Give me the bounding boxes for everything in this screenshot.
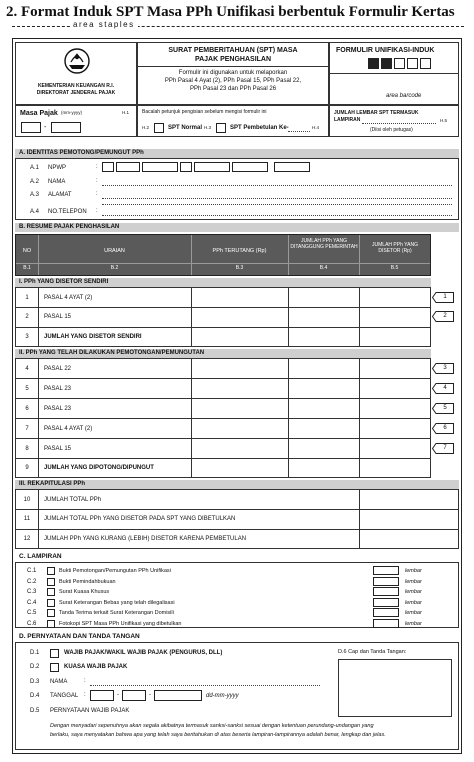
lampiran-checkbox[interactable]: [47, 599, 55, 607]
arrow-tag-label: 5: [443, 405, 447, 411]
resume-table-header: [15, 234, 431, 276]
col-code-b1: B.1: [23, 265, 31, 271]
section-d-header: D. PERNYATAAN DAN TANDA TANGAN: [19, 633, 140, 640]
col-uraian: URAIAN: [104, 248, 125, 254]
npwp-digit[interactable]: [274, 162, 310, 172]
d3-label: NAMA: [50, 679, 68, 685]
lampiran-checkbox[interactable]: [47, 609, 55, 617]
nama-label: NAMA: [48, 179, 66, 185]
barcode-square: [407, 58, 418, 69]
row-no: 1: [25, 295, 29, 301]
lampiran-label: Fotokopi SPT Masa PPh Unifikasi yang dibetulkan: [59, 620, 182, 627]
col-pph-terutang: PPh TERUTANG (Rp): [212, 248, 267, 254]
row-no: 4: [25, 366, 29, 372]
row-label: PASAL 15: [44, 446, 72, 452]
group-3-header: III. REKAPITULASI PPh: [15, 480, 459, 489]
nama-input[interactable]: [102, 185, 452, 186]
directorate-name: DIREKTORAT JENDERAL PAJAK: [36, 90, 116, 96]
spt-pembetulan-checkbox[interactable]: [216, 123, 226, 133]
d5-label: PERNYATAAN WAJIB PAJAK: [50, 708, 130, 714]
a1-code: A.1: [30, 165, 40, 171]
kuasa-checkbox[interactable]: [50, 663, 59, 672]
group-2-header: II. PPh YANG TELAH DILAKUKAN PEMOTONGAN/PEMUNGUTAN: [15, 349, 431, 358]
group-1-header: I. PPh YANG DISETOR SENDIRI: [15, 278, 431, 287]
barcode-square: [420, 58, 431, 69]
col-code-b5: B.5: [390, 265, 399, 271]
d6-label: D.6 Cap dan Tanda Tangan:: [338, 649, 407, 655]
h5-code: H.5: [440, 118, 448, 123]
npwp-digit[interactable]: [194, 162, 230, 172]
purpose-line1: Formulir ini digunakan untuk melaporkan: [178, 70, 288, 76]
masa-pajak-box: Masa Pajak (mm-yyyy) H.1 -: [15, 105, 137, 137]
row-label: PASAL 4 AYAT (2): [44, 295, 93, 301]
barcode-square: [381, 58, 392, 69]
lampiran-unit: lembar: [405, 589, 422, 595]
d1-label: WAJIB PAJAK/WAKIL WAJIB PAJAK (PENGURUS, DLL): [64, 650, 223, 656]
lampiran-count-input[interactable]: [373, 619, 399, 628]
col-code-b2: B.2: [110, 265, 119, 271]
lampiran-code: C.2: [27, 578, 37, 585]
spt-title-line1: SURAT PEMBERITAHUAN (SPT) MASA: [168, 47, 298, 54]
group-3-table: [15, 489, 459, 549]
a2-code: A.2: [30, 179, 40, 185]
arrow-tag-label: 2: [443, 313, 447, 319]
row-no: 6: [25, 406, 29, 412]
lampiran-checkbox[interactable]: [47, 588, 55, 596]
lampiran-label: Tanda Terima terkait Surat Keterangan Domisili: [59, 610, 174, 616]
lampiran-code: C.6: [27, 620, 37, 627]
spt-pembetulan-label: SPT Pembetulan Ke-: [230, 125, 289, 131]
lampiran-checkbox[interactable]: [47, 578, 55, 586]
form-frame: [12, 38, 462, 754]
row-label: PASAL 4 AYAT (2): [44, 426, 93, 432]
col-code-b3: B.3: [235, 265, 244, 271]
row-no: 9: [25, 465, 29, 471]
form-code: FORMULIR UNIFIKASI-INDUK: [336, 47, 435, 54]
lampiran-label: Bukti Pemindahbukuan: [59, 578, 116, 585]
row-label: JUMLAH YANG DIPOTONG/DIPUNGUT: [44, 465, 154, 471]
h3-code: H.3: [204, 125, 212, 130]
telepon-input[interactable]: [102, 215, 452, 216]
month-ttd-input[interactable]: [122, 690, 146, 701]
lampiran-checkbox[interactable]: [47, 567, 55, 575]
spt-type-box: [137, 105, 329, 137]
h4-code: H.4: [312, 125, 320, 130]
read-hint: Bacalah petunjuk pengisian sebelum mengisi formulir ini: [142, 109, 267, 115]
row-label: PASAL 23: [44, 406, 72, 412]
lampiran-count-input[interactable]: [373, 566, 399, 575]
lampiran-code: C.3: [27, 589, 37, 595]
lampiran-unit: lembar: [405, 610, 422, 616]
form-code-box: [329, 42, 459, 105]
group-2-table: [15, 358, 431, 478]
lampiran-label: Bukti Pemotongan/Pemungutan PPh Unifikasi: [59, 568, 171, 574]
lampiran-code: C.5: [27, 610, 37, 616]
npwp-digit[interactable]: [232, 162, 268, 172]
barcode-square: [368, 58, 379, 69]
row-label: JUMLAH YANG DISETOR SENDIRI: [44, 334, 142, 340]
row-label: PASAL 22: [44, 366, 72, 372]
statement-line1: Dengan menyadari sepenuhnya akan segala akibatnya termasuk sanksi-sanksi sesuai dengan ketentuan perundang-undangan yang: [50, 723, 374, 729]
spt-normal-checkbox[interactable]: [154, 123, 164, 133]
section-a-box: A.1 NPWP : A.2 NAMA : A.3 ALAMAT : A.4 NO.TELEPON :: [15, 158, 459, 220]
arrow-tag-label: 7: [443, 445, 447, 451]
col-code-b4: B.4: [319, 265, 328, 271]
month-input[interactable]: [21, 122, 41, 133]
row-no: 2: [25, 314, 29, 320]
jumlah-lembar-box: [329, 105, 459, 137]
area-barcode-label: area barcode: [386, 93, 422, 99]
section-d-box: D.1 WAJIB PAJAK/WAKIL WAJIB PAJAK (PENGURUS, DLL) D.2 KUASA WAJIB PAJAK D.3 NAMA : D.4 TANGGAL : - - dd-mm-yyyy D.5 PERNYATAAN WAJIB PAJAK D.6 Cap dan Tanda Tangan: Dengan menyadari sepenuhnya akan segala akibatnya termasuk sanksi-sanksi sesuai dengan ketentuan perundang-undangan yang berlaku, saya menyatakan bahwa apa yang telah saya beritahukan di atas beserta lampiran-lampirannya adalah benar, lengkap dan jelas.: [15, 642, 459, 750]
row-no: 8: [25, 446, 29, 452]
spt-normal-label: SPT Normal: [168, 125, 203, 131]
a4-code: A.4: [30, 209, 40, 215]
section-b-header: B. RESUME PAJAK PENGHASILAN: [15, 223, 459, 232]
staples-label: area staples: [70, 20, 138, 29]
pembetulan-number-line[interactable]: [288, 131, 310, 132]
group-1-table: [15, 287, 431, 347]
arrow-tag-label: 1: [443, 294, 447, 300]
telepon-label: NO.TELEPON: [48, 209, 87, 215]
spt-title-line2: PAJAK PENGHASILAN: [194, 56, 272, 63]
row-no: 12: [23, 536, 31, 542]
npwp-digit[interactable]: [180, 162, 192, 172]
lampiran-code: C.4: [27, 599, 37, 606]
row-label: JUMLAH TOTAL PPh YANG DISETOR PADA SPT YANG DIBETULKAN: [44, 516, 236, 522]
arrow-tag-label: 3: [443, 365, 447, 371]
row-no: 11: [23, 516, 31, 522]
year-ttd-input[interactable]: [154, 690, 202, 701]
lampiran-count-input[interactable]: [373, 608, 399, 617]
row-no: 5: [25, 386, 29, 392]
masa-pajak-label: Masa Pajak: [20, 110, 58, 117]
section-c-header: C. LAMPIRAN: [19, 553, 62, 560]
col-no: NO: [22, 248, 32, 254]
diisi-petugas: (Diisi oleh petugas): [370, 127, 413, 133]
arrow-tag-label: 6: [443, 425, 447, 431]
d4-code: D.4: [30, 693, 40, 699]
arrow-tag-label: 4: [443, 385, 447, 391]
alamat-input-1[interactable]: [102, 198, 452, 199]
h2-code: H.2: [142, 125, 150, 130]
d2-label: KUASA WAJIB PAJAK: [64, 664, 128, 670]
jumlah-lembar-line2: LAMPIRAN: [334, 117, 361, 123]
d5-code: D.5: [30, 708, 40, 714]
lampiran-label: Surat Kuasa Khusus: [59, 589, 110, 595]
date-format: dd-mm-yyyy: [206, 693, 239, 699]
row-label: PASAL 15: [44, 314, 72, 320]
kemenkeu-logo-icon: [63, 47, 91, 75]
section-a-header: A. IDENTITAS PEMOTONG/PEMUNGUT PPh: [15, 149, 459, 158]
logo-box: [15, 42, 137, 105]
lampiran-checkbox[interactable]: [47, 620, 55, 628]
d2-code: D.2: [30, 664, 40, 670]
row-no: 10: [23, 497, 31, 503]
row-label: JUMLAH TOTAL PPh: [44, 497, 102, 503]
masa-pajak-format: (mm-yyyy): [61, 110, 82, 115]
barcode-square: [394, 58, 405, 69]
signature-box[interactable]: [338, 659, 452, 717]
npwp-label: NPWP: [48, 165, 66, 171]
lampiran-unit: lembar: [405, 620, 422, 627]
lampiran-unit: lembar: [405, 578, 422, 585]
lampiran-count-input[interactable]: [373, 587, 399, 596]
jumlah-lembar-input[interactable]: [362, 123, 436, 124]
statement-line2: berlaku, saya menyatakan bahwa apa yang telah saya beritahukan di atas beserta lampiran-lampirannya adalah benar, lengkap dan jelas.: [50, 732, 386, 738]
npwp-digit[interactable]: [116, 162, 140, 172]
d4-label: TANGGAL: [50, 693, 79, 699]
ministry-name: KEMENTERIAN KEUANGAN R.I.: [37, 83, 115, 89]
alamat-input-2[interactable]: [102, 204, 452, 205]
lampiran-count-input[interactable]: [373, 577, 399, 586]
nama-ttd-input[interactable]: [90, 685, 320, 686]
wp-checkbox[interactable]: [50, 649, 59, 658]
row-no: 7: [25, 426, 29, 432]
year-input[interactable]: [51, 122, 81, 133]
alamat-label: ALAMAT: [48, 192, 72, 198]
staples-area: [12, 20, 464, 37]
purpose-line3: PPh Pasal 23 dan PPh Pasal 26: [189, 86, 277, 92]
jumlah-lembar-line1: JUMLAH LEMBAR SPT TERMASUK: [334, 110, 419, 116]
row-label: JUMLAH PPh YANG KURANG (LEBIH) DISETOR KARENA PEMBETULAN: [44, 536, 247, 542]
page-title: 2. Format Induk SPT Masa PPh Unifikasi berbentuk Formulir Kertas: [6, 4, 455, 20]
d1-code: D.1: [30, 650, 40, 656]
col-disetor: JUMLAH PPh YANG DISETOR (Rp): [372, 242, 418, 254]
day-input[interactable]: [90, 690, 114, 701]
spt-title-box: [137, 42, 329, 105]
lampiran-label: Surat Keterangan Bebas yang telah dilegalisasi: [59, 599, 175, 606]
lampiran-unit: lembar: [405, 568, 422, 574]
lampiran-count-input[interactable]: [373, 598, 399, 607]
d3-code: D.3: [30, 679, 40, 685]
row-label: PASAL 23: [44, 386, 72, 392]
lampiran-unit: lembar: [405, 599, 422, 606]
a3-code: A.3: [30, 192, 40, 198]
h1-code: H.1: [122, 110, 130, 115]
col-ditanggung: JUMLAH PPh YANG DITANGGUNG PEMERINTAH: [290, 238, 358, 250]
purpose-line2: PPh Pasal 4 Ayat (2), PPh Pasal 15, PPh Pasal 22,: [164, 78, 302, 84]
row-no: 3: [25, 334, 29, 340]
npwp-digit[interactable]: [102, 162, 114, 172]
lampiran-code: C.1: [27, 568, 37, 574]
npwp-digit[interactable]: [142, 162, 178, 172]
